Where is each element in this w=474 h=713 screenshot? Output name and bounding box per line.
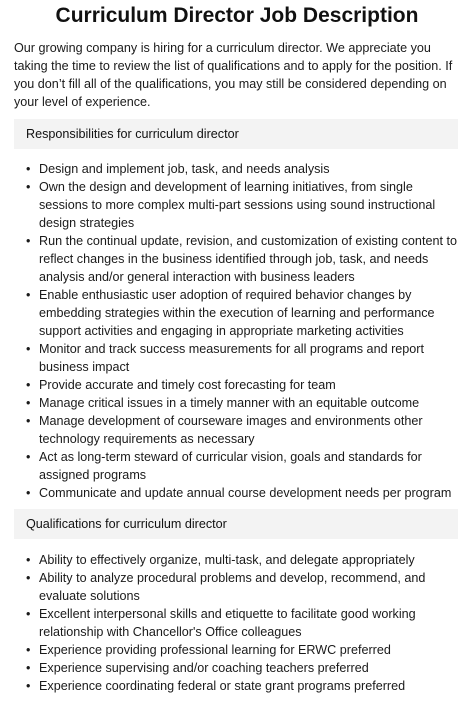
- bullet-icon: •: [26, 643, 31, 657]
- bullet-icon: •: [26, 486, 31, 500]
- intro-paragraph: Our growing company is hiring for a curriculum director. We appreciate you taking the time to review the list of qualifications and to apply for the position. If you don’t fill all of the qualifications, you may still be considered depending on your level of experience.: [14, 41, 453, 109]
- list-item: [26, 394, 462, 412]
- list-item: [26, 641, 462, 659]
- list-item: [26, 659, 462, 677]
- bullet-icon: •: [26, 679, 31, 693]
- bullet-icon: •: [26, 450, 31, 464]
- responsibilities-list: [26, 160, 462, 502]
- list-item-text: Act as long-term steward of curricular vision, goals and standards for assigned programs: [39, 450, 422, 482]
- bullet-icon: •: [26, 234, 31, 248]
- list-item: [26, 286, 462, 340]
- list-item-text: Run the continual update, revision, and customization of existing content to reflect changes in the business identified through job, task, and needs analysis and/or general interaction with business leaders: [39, 234, 457, 284]
- list-item: [26, 160, 462, 178]
- bullet-icon: •: [26, 414, 31, 428]
- bullet-icon: •: [26, 553, 31, 567]
- list-item-text: Design and implement job, task, and needs analysis: [39, 162, 330, 176]
- list-item-text: Enable enthusiastic user adoption of required behavior changes by embedding strategies within the execution of learning and performance support activities and engaging in appropriate marketing activities: [39, 288, 435, 338]
- qualifications-heading: Qualifications for curriculum director: [14, 509, 458, 539]
- list-item: [26, 569, 462, 605]
- list-item: [26, 484, 462, 502]
- list-item-text: Excellent interpersonal skills and etiquette to facilitate good working relationship with Chancellor's Office colleagues: [39, 607, 416, 639]
- list-item: [26, 376, 462, 394]
- list-item-text: Manage critical issues in a timely manner with an equitable outcome: [39, 396, 420, 410]
- list-item-text: Communicate and update annual course development needs per program: [39, 486, 452, 500]
- list-item: [26, 232, 462, 286]
- bullet-icon: •: [26, 661, 31, 675]
- list-item-text: Ability to analyze procedural problems and develop, recommend, and evaluate solutions: [39, 571, 426, 603]
- responsibilities-heading: Responsibilities for curriculum director: [14, 119, 458, 149]
- list-item-text: Manage development of courseware images and environments other technology requirements as necessary: [39, 414, 423, 446]
- list-item-text: Own the design and development of learning initiatives, from single sessions to more complex multi-part sessions using sound instructional design strategies: [39, 180, 436, 230]
- list-item: [26, 412, 462, 448]
- list-item: [26, 605, 462, 641]
- qualifications-list: [26, 551, 462, 695]
- bullet-icon: •: [26, 396, 31, 410]
- page-title: Curriculum Director Job Description: [55, 4, 419, 27]
- bullet-icon: •: [26, 162, 31, 176]
- list-item-text: Provide accurate and timely cost forecasting for team: [39, 378, 336, 392]
- bullet-icon: •: [26, 288, 31, 302]
- list-item: [26, 551, 462, 569]
- bullet-icon: •: [26, 180, 31, 194]
- bullet-icon: •: [26, 607, 31, 621]
- list-item: [26, 677, 462, 695]
- list-item-text: Ability to effectively organize, multi-task, and delegate appropriately: [39, 553, 415, 567]
- list-item-text: Experience supervising and/or coaching teachers preferred: [39, 661, 369, 675]
- bullet-icon: •: [26, 571, 31, 585]
- list-item: [26, 340, 462, 376]
- list-item: [26, 178, 462, 232]
- list-item-text: Monitor and track success measurements for all programs and report business impact: [39, 342, 424, 374]
- list-item: [26, 448, 462, 484]
- bullet-icon: •: [26, 342, 31, 356]
- list-item-text: Experience providing professional learning for ERWC preferred: [39, 643, 391, 657]
- bullet-icon: •: [26, 378, 31, 392]
- list-item-text: Experience coordinating federal or state grant programs preferred: [39, 679, 406, 693]
